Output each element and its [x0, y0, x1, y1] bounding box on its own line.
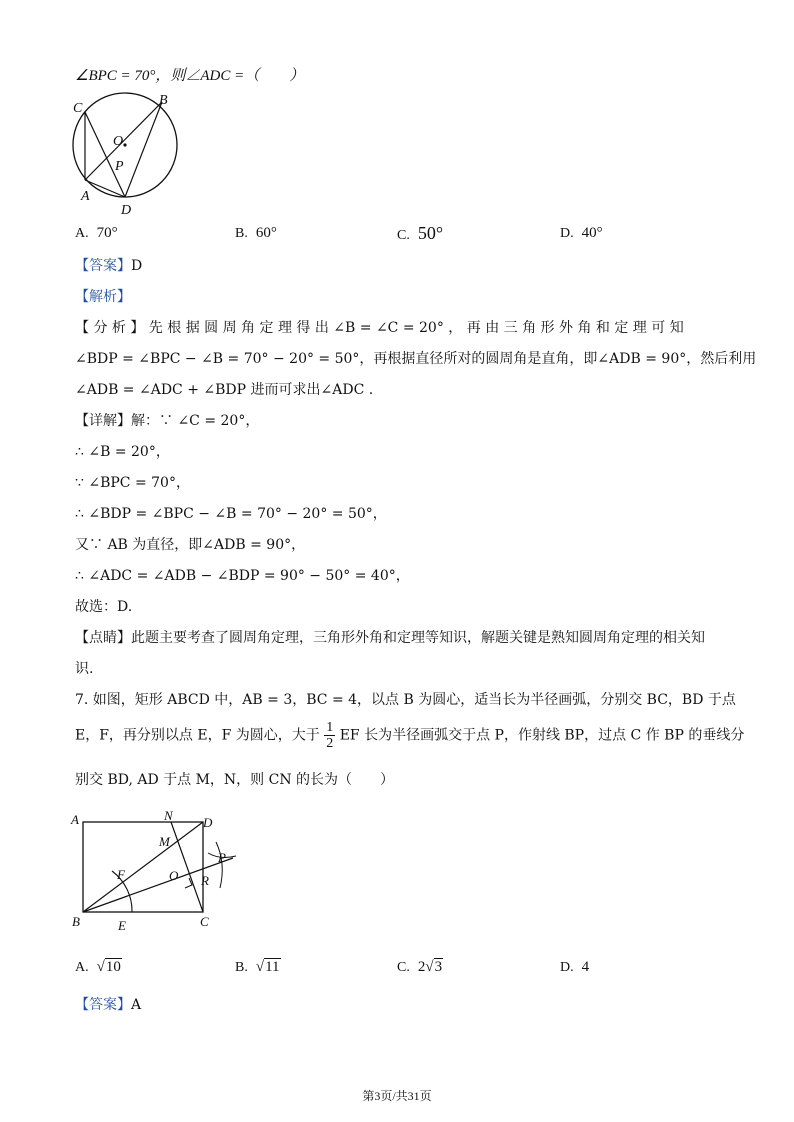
label-a: A	[81, 189, 90, 204]
option-value: 50°	[417, 223, 444, 243]
q6-detail-line-3: ∵ ∠BPC = 70°，	[75, 475, 190, 491]
option-label: B.	[235, 226, 248, 241]
label-d: D	[121, 203, 132, 218]
option-value: 3	[434, 959, 443, 975]
fraction-numerator: 1	[326, 720, 334, 735]
arc-p-1	[216, 842, 222, 888]
label-o: O	[169, 868, 179, 883]
label-c: C	[73, 101, 83, 116]
label-d: D	[203, 815, 213, 830]
q6-fenxi-line-3: ∠ADB = ∠ADC + ∠BDP 进而可求出∠ADC .	[75, 382, 374, 398]
q6-stem-tail	[75, 66, 304, 86]
ray-bp	[83, 858, 233, 912]
q6-fenxi-line-1: 【 分 析 】 先 根 据 圆 周 角 定 理 得 出 ∠B = ∠C = 20° ， 再 由 三 角 形 外 角 和 定 理 可 知	[75, 320, 684, 336]
q6-dianjing-line-2: 识.	[75, 661, 94, 677]
q7-line-2-part-a: E，F，再分别以点 E，F 为圆心，大于	[75, 727, 320, 744]
q6-detail-line-5: 又∵ AB 为直径，即∠ADB = 90°，	[75, 537, 306, 553]
answer-value: D	[131, 258, 143, 274]
center-o-dot	[123, 143, 126, 146]
label-e: E	[118, 918, 126, 933]
q7-line-1: 7. 如图，矩形 ABCD 中，AB = 3，BC = 4，以点 B 为圆心，适当长为半径画弧，分别交 BC，BD 于点	[75, 692, 736, 708]
option-label: A.	[75, 226, 89, 241]
option-label: C.	[397, 960, 410, 975]
segment-cn	[171, 822, 203, 912]
q6-option-b[interactable]	[235, 223, 277, 244]
q7-option-d[interactable]	[560, 957, 589, 978]
diagonal-bd	[83, 822, 203, 912]
option-value: 70°	[96, 225, 118, 241]
label-p: P	[218, 850, 226, 865]
q7-option-b[interactable]	[235, 957, 281, 978]
q6-detail-line-7: 故选：D.	[75, 599, 133, 615]
label-b: B	[159, 93, 168, 108]
q7-line-3: 别交 BD, AD 于点 M，N，则 CN 的长为（ ）	[75, 772, 395, 788]
label-n: N	[164, 808, 173, 823]
option-label: B.	[235, 960, 248, 975]
label-m: M	[159, 834, 170, 849]
segment-ad	[85, 180, 125, 197]
option-label: D.	[560, 226, 574, 241]
option-coefficient: 2	[417, 959, 426, 975]
q6-option-d[interactable]	[560, 223, 603, 244]
segment-bd	[125, 102, 162, 197]
label-b: B	[72, 914, 80, 929]
q6-option-c[interactable]	[397, 223, 443, 246]
label-p: P	[115, 159, 124, 174]
label-a: A	[71, 812, 79, 827]
q6-detail-line-6: ∴ ∠ADC = ∠ADB − ∠BDP = 90° − 50° = 40°，	[75, 568, 410, 584]
option-label: D.	[560, 960, 574, 975]
label-f: F	[117, 867, 125, 882]
option-value: 60°	[255, 225, 277, 241]
q6-fenxi-line-2: ∠BDP = ∠BPC − ∠B = 70° − 20° = 50°，再根据直径所对的圆周角是直角，即∠ADB = 90°，然后利用	[75, 351, 757, 367]
label-c: C	[200, 914, 209, 929]
analysis-tag: 【解析】	[75, 289, 131, 305]
sqrt-expression: 2√3	[417, 959, 443, 975]
q6-detail-line-2: ∴ ∠B = 20°，	[75, 444, 170, 460]
label-o: O	[113, 134, 124, 149]
answer-tag: 【答案】	[75, 997, 131, 1013]
option-label: A.	[75, 960, 89, 975]
option-label: C.	[397, 228, 410, 243]
q6-detail-line-4: ∴ ∠BDP = ∠BPC − ∠B = 70° − 20° = 50°，	[75, 506, 387, 522]
q7-rectangle-figure	[68, 808, 240, 938]
page-footer: 第3页/共31页	[362, 1089, 432, 1103]
q7-option-a[interactable]	[75, 957, 122, 978]
q7-option-c[interactable]	[397, 957, 443, 978]
label-r: R	[201, 873, 209, 888]
q6-option-a[interactable]	[75, 223, 118, 244]
q6-stem-text: ∠BPC = 70°，则∠ADC =（ ）	[75, 68, 305, 84]
fraction-one-half	[324, 720, 335, 751]
option-value: 4	[581, 959, 590, 975]
option-value: 40°	[581, 225, 603, 241]
sqrt-expression: √11	[255, 959, 280, 975]
option-value: 10	[105, 959, 121, 975]
answer-tag: 【答案】	[75, 258, 131, 274]
q7-line-2-part-b: EF 长为半径画弧交于点 P，作射线 BP，过点 C 作 BP 的垂线分	[339, 727, 745, 744]
answer-value: A	[131, 997, 142, 1013]
q6-detail-line-1: 【详解】解：∵ ∠C = 20°，	[75, 413, 260, 429]
q6-dianjing-line-1: 【点睛】此题主要考查了圆周角定理，三角形外角和定理等知识，解题关键是熟知圆周角定理的相关知	[75, 630, 705, 646]
q7-answer	[75, 995, 141, 1015]
q6-answer	[75, 256, 142, 276]
sqrt-expression: √10	[96, 959, 121, 975]
q6-analysis-tag	[75, 287, 131, 307]
option-value: 11	[265, 959, 280, 975]
q7-line-2	[75, 720, 744, 751]
fraction-denominator: 2	[326, 736, 334, 751]
q6-circle-figure	[65, 90, 190, 218]
